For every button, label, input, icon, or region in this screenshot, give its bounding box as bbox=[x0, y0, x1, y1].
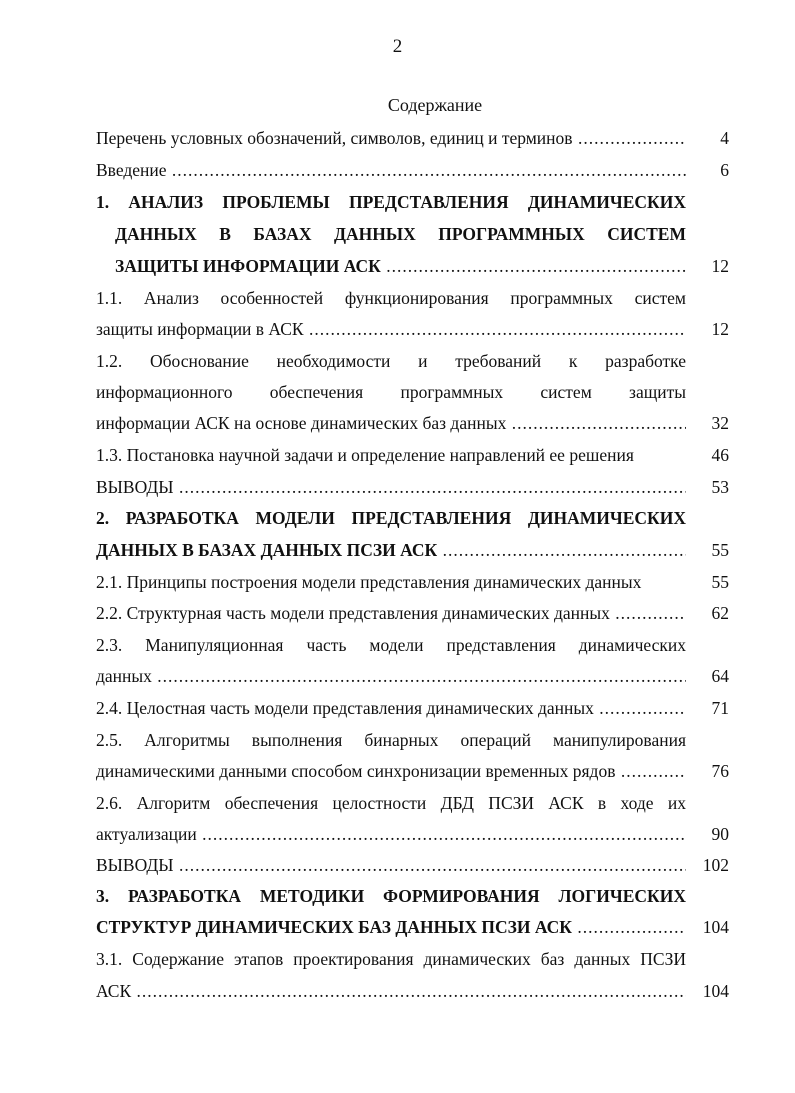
toc-page-number: 90 bbox=[711, 824, 729, 844]
toc-page-number: 71 bbox=[711, 698, 729, 718]
toc-section-1-2-line-3: информации АСК на основе динамических баз данных ..... bbox=[96, 411, 686, 435]
toc-page-number: 104 bbox=[702, 917, 729, 937]
toc-section-2-6-line-2: актуализации ..... bbox=[96, 822, 686, 846]
toc-section-2-3-line-1: 2.3. Манипуляционная часть модели представления динамических bbox=[96, 635, 686, 655]
toc-section-2-2: 2.2. Структурная часть модели представления динамических данных ..... bbox=[96, 601, 686, 625]
toc-chapter-1-line-2: ДАННЫХ В БАЗАХ ДАННЫХ ПРОГРАММНЫХ СИСТЕМ bbox=[115, 224, 686, 244]
toc-page-number: 4 bbox=[720, 128, 729, 148]
toc-section-2-4: 2.4. Целостная часть модели представления динамических данных ..... bbox=[96, 696, 686, 720]
toc-page-number: 55 bbox=[711, 540, 729, 560]
toc-entry-introduction: Введение ..... bbox=[96, 158, 686, 182]
toc-section-2-3-line-2: данных ..... bbox=[96, 664, 686, 688]
toc-section-1-1-line-2: защиты информации в АСК ..... bbox=[96, 317, 686, 341]
toc-page-number: 76 bbox=[711, 761, 729, 781]
toc-page-number: 12 bbox=[711, 256, 729, 276]
toc-conclusions-2: ВЫВОДЫ ..... bbox=[96, 853, 686, 877]
toc-section-1-1-line-1: 1.1. Анализ особенностей функционирования программных систем bbox=[96, 288, 686, 308]
toc-chapter-3-line-2: СТРУКТУР ДИНАМИЧЕСКИХ БАЗ ДАННЫХ ПСЗИ АСК ..... bbox=[96, 915, 686, 939]
toc-chapter-2-line-2: ДАННЫХ В БАЗАХ ДАННЫХ ПСЗИ АСК ..... bbox=[96, 538, 686, 562]
toc-page-number: 64 bbox=[711, 666, 729, 686]
toc-page-number: 32 bbox=[711, 413, 729, 433]
toc-section-2-5-line-1: 2.5. Алгоритмы выполнения бинарных операций манипулирования bbox=[96, 730, 686, 750]
page-number: 2 bbox=[392, 36, 403, 57]
toc-section-2-5-line-2: динамическими данными способом синхронизации временных рядов ..... bbox=[96, 759, 686, 783]
toc-page-number: 53 bbox=[711, 477, 729, 497]
toc-section-1-2-line-1: 1.2. Обоснование необходимости и требований к разработке bbox=[96, 351, 686, 371]
toc-page-number: 55 bbox=[711, 572, 729, 592]
toc-section-2-6-line-1: 2.6. Алгоритм обеспечения целостности ДБД ПСЗИ АСК в ходе их bbox=[96, 793, 686, 813]
toc-section-1-3: 1.3. Постановка научной задачи и определение направлений ее решения bbox=[96, 445, 634, 465]
toc-page-number: 62 bbox=[711, 603, 729, 623]
toc-title: Содержание bbox=[387, 95, 483, 115]
toc-page-number: 102 bbox=[702, 855, 729, 875]
toc-section-3-1-line-1: 3.1. Содержание этапов проектирования динамических баз данных ПСЗИ bbox=[96, 949, 686, 969]
toc-section-1-2-line-2: информационного обеспечения программных систем защиты bbox=[96, 382, 686, 402]
toc-section-2-1: 2.1. Принципы построения модели представления динамических данных bbox=[96, 572, 642, 592]
toc-chapter-2-line-1: 2. РАЗРАБОТКА МОДЕЛИ ПРЕДСТАВЛЕНИЯ ДИНАМИЧЕСКИХ bbox=[96, 508, 686, 528]
toc-page-number: 46 bbox=[711, 445, 729, 465]
toc-page-number: 12 bbox=[711, 319, 729, 339]
toc-conclusions-1: ВЫВОДЫ ..... bbox=[96, 475, 686, 499]
toc-page-number: 6 bbox=[720, 160, 729, 180]
toc-page-number: 104 bbox=[702, 981, 729, 1001]
toc-section-3-1-line-2: АСК ..... bbox=[96, 979, 686, 1003]
toc-chapter-3-line-1: 3. РАЗРАБОТКА МЕТОДИКИ ФОРМИРОВАНИЯ ЛОГИЧЕСКИХ bbox=[96, 886, 686, 906]
toc-chapter-1-line-3: ЗАЩИТЫ ИНФОРМАЦИИ АСК ..... bbox=[115, 254, 686, 278]
toc-chapter-1-line-1: 1. АНАЛИЗ ПРОБЛЕМЫ ПРЕДСТАВЛЕНИЯ ДИНАМИЧЕСКИХ bbox=[96, 192, 686, 212]
toc-entry-symbols: Перечень условных обозначений, символов, единиц и терминов ..... bbox=[96, 126, 686, 150]
